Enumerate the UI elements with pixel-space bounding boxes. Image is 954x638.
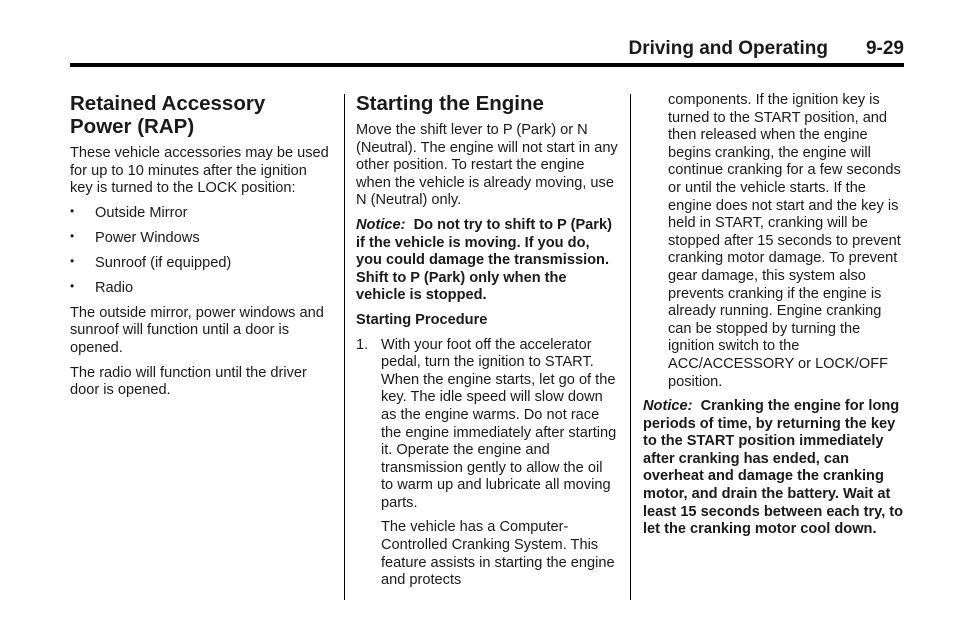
notice-label: Notice: [643,398,693,415]
starting-heading: Starting the Engine [356,92,544,115]
step-text: With your foot off the accelerator pedal, turn the ignition to START. When the engine starts, let go of the key. The idle speed will slow down as the engine warms. Do not race the engine immediately after starting it. Operate the engine and transmission gently to allow the oil to warm up and lubricate all moving parts. [381,336,617,511]
rap-paragraph: The outside mirror, power windows and sunroof will function until a door is opened. [70,304,324,356]
step-paragraph-continued: components. If the ignition key is turned to the START position, and then released when the engine begins cranking, the engine will continue cranking for a few seconds or until the vehicle starts. If the engine does not start and the key is held in START, cranking will be stopped after 15 seconds to prevent cranking motor damage. To prevent gear damage, this system also prevents cranking if the engine is already running. Engine cranking can be stopped by turning the ignition switch to the ACC/ACCESSORY or LOCK/OFF position. [668,92,901,390]
procedure-step [356,337,618,513]
header-page-number: 9-29 [865,38,904,59]
notice [356,217,618,305]
column-1 [70,92,332,407]
column-2 [356,92,618,597]
column-3 [643,92,905,546]
column-divider [344,94,345,600]
header-section-title: Driving and Operating [628,38,828,59]
rap-accessory-list [70,205,332,298]
list-item: • Power Windows [70,230,332,248]
starting-intro: Move the shift lever to P (Park) or N (Neutral). The engine will not start in any other position. To restart the engine when the vehicle is already moving, use N (Neutral) only. [356,122,618,209]
column-divider [630,94,631,600]
list-item: • Outside Mirror [70,205,332,223]
procedure-heading: Starting Procedure [356,311,488,328]
rap-intro: These vehicle accessories may be used for up to 10 minutes after the ignition key is turned to the LOCK position: [70,145,329,197]
notice [643,398,905,539]
header-rule [70,63,904,67]
rap-paragraph: The radio will function until the driver door is opened. [70,364,307,399]
step-number: 1. [356,336,369,353]
notice-label: Notice: [356,216,406,233]
list-item: • Radio [70,280,332,298]
page-header [70,38,904,62]
list-item: • Sunroof (if equipped) [70,255,332,273]
rap-heading: Retained Accessory Power (RAP) [70,92,266,138]
notice-text: Cranking the engine for long periods of time, by returning the key to the START position immediately after cranking has ended, can overheat and damage the cranking motor, and drain the battery. Wait at least 15 seconds between each try, to let the cranking motor cool down. [643,398,904,538]
notice-text: Do not try to shift to P (Park) if the vehicle is moving. If you do, you could damage the transmission. Shift to P (Park) only when the vehicle is stopped. [356,216,612,304]
step-paragraph: The vehicle has a Computer-Controlled Cranking System. This feature assists in starting the engine and protects [381,519,615,589]
